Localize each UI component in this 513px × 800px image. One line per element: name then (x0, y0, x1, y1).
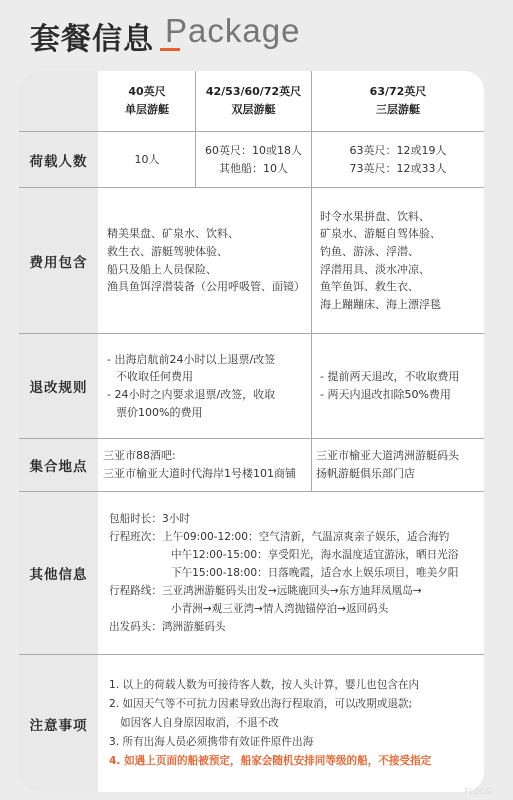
included-item: 精美果盘、矿泉水、饮料、 (107, 227, 239, 241)
meeting-line: 三亚市榆亚大道鸿洲游艇码头 (316, 449, 459, 463)
table-header-row (19, 71, 484, 132)
capacity-double (196, 132, 311, 187)
capacity-line: 60英尺：10或18人 (205, 143, 302, 157)
capacity-line: 其他船：10人 (219, 161, 288, 175)
note-line: 如因客人自身原因取消，不退不改 (120, 716, 279, 729)
refund-row (19, 334, 484, 439)
notes-row (19, 655, 484, 792)
info-line: 中午12:00-15:00：享受阳光，海水温度适宜游泳，晒日光浴 (171, 549, 459, 561)
info-line: 出发码头：鸿洲游艇码头 (109, 621, 226, 633)
column-size: 42/53/60/72英尺 (205, 85, 302, 99)
notes-content (99, 655, 484, 792)
refund-item: 票价100%的费用 (116, 405, 203, 419)
refund-left (99, 334, 311, 438)
included-item: 时令水果拼盘、饮料、 (320, 209, 430, 223)
column-type: 单层游艇 (125, 103, 169, 116)
column-type: 双层游艇 (231, 103, 276, 116)
included-row (19, 188, 484, 334)
row-label: 费用包含 (19, 188, 98, 333)
included-item: 钓鱼、游泳、浮潜、 (320, 244, 419, 258)
included-item: 矿泉水、游艇自驾体验、 (320, 227, 441, 241)
package-table (19, 71, 484, 792)
included-item: 海上蹦蹦床、海上漂浮毯 (320, 297, 441, 311)
included-left (99, 188, 311, 333)
refund-item: - 提前两天退改，不收取费用 (320, 370, 460, 384)
included-item: 鱼竿鱼饵、救生衣、 (320, 280, 419, 294)
row-label: 集合地点 (19, 439, 98, 491)
row-label: 其他信息 (19, 492, 98, 654)
included-right (312, 188, 484, 333)
meeting-left (99, 439, 311, 491)
capacity-single: 10人 (134, 152, 160, 166)
row-label: 注意事项 (19, 655, 98, 792)
info-line: 下午15:00-18:00：日落晚霞，适合水上娱乐项目，唯美夕阳 (171, 567, 459, 579)
included-item: 救生衣、游艇驾驶体验、 (107, 244, 228, 258)
note-line: 2. 如因天气等不可抗力因素导致出海行程取消，可以改期或退款; (109, 697, 413, 710)
included-item: 浮潜用具、淡水冲凉、 (320, 262, 430, 276)
capacity-triple (312, 132, 484, 187)
meeting-right (312, 439, 484, 491)
other-info-row (19, 492, 484, 655)
info-line: 行程班次：上午09:00-12:00：空气清新，气温凉爽亲子娱乐，适合海钓 (109, 531, 450, 543)
included-item: 渔具鱼饵浮潜装备（公用呼吸管、面镜） (107, 280, 305, 294)
note-line-highlight: 4. 如遇上页面的船被预定，船家会随机安排同等级的船，不接受指定 (109, 755, 432, 768)
watermark: FLOOS (464, 787, 491, 796)
page-title-english: Package (165, 12, 301, 49)
capacity-row (19, 132, 484, 188)
column-size: 63/72英尺 (369, 85, 427, 99)
column-triple (312, 71, 484, 131)
meeting-line: 三亚市88酒吧: (103, 449, 176, 463)
row-label: 荷载人数 (19, 132, 98, 187)
refund-item: - 出海启航前24小时以上退票/改签 (107, 352, 276, 366)
column-single (99, 71, 195, 131)
row-label: 退改规则 (19, 334, 98, 438)
column-double (196, 71, 311, 131)
header-corner (19, 71, 98, 131)
refund-item: 不收取任何费用 (116, 370, 193, 384)
column-type: 三层游艇 (376, 103, 420, 116)
column-size: 40英尺 (128, 85, 166, 99)
note-line: 3. 所有出海人员必须携带有效证件原件出海 (109, 736, 314, 749)
capacity-line: 63英尺：12或19人 (349, 143, 447, 157)
info-line: 小青洲→观三亚湾→情人湾抛锚停泊→返回码头 (171, 603, 389, 615)
refund-item: - 24小时之内要求退票/改签，收取 (107, 388, 276, 401)
page-title: 套餐信息 (30, 22, 154, 57)
refund-right (312, 334, 484, 438)
meeting-row (19, 439, 484, 492)
refund-item: - 两天内退改扣除50%费用 (320, 388, 451, 401)
capacity-line: 73英尺：12或33人 (349, 161, 447, 175)
page-header (0, 0, 513, 60)
info-line: 行程路线：三亚鸿洲游艇码头出发→远眺鹿回头→东方迪拜凤凰岛→ (109, 585, 422, 597)
included-item: 船只及船上人员保险、 (107, 262, 217, 276)
meeting-line: 三亚市榆亚大道时代海岸1号楼101商铺 (103, 467, 296, 480)
meeting-line: 扬帆游艇俱乐部门店 (316, 467, 415, 480)
other-info-content (99, 492, 484, 654)
note-line: 1. 以上的荷载人数为可接待客人数，按人头计算，婴儿也包含在内 (109, 678, 420, 691)
info-line: 包船时长：3小时 (109, 513, 190, 525)
